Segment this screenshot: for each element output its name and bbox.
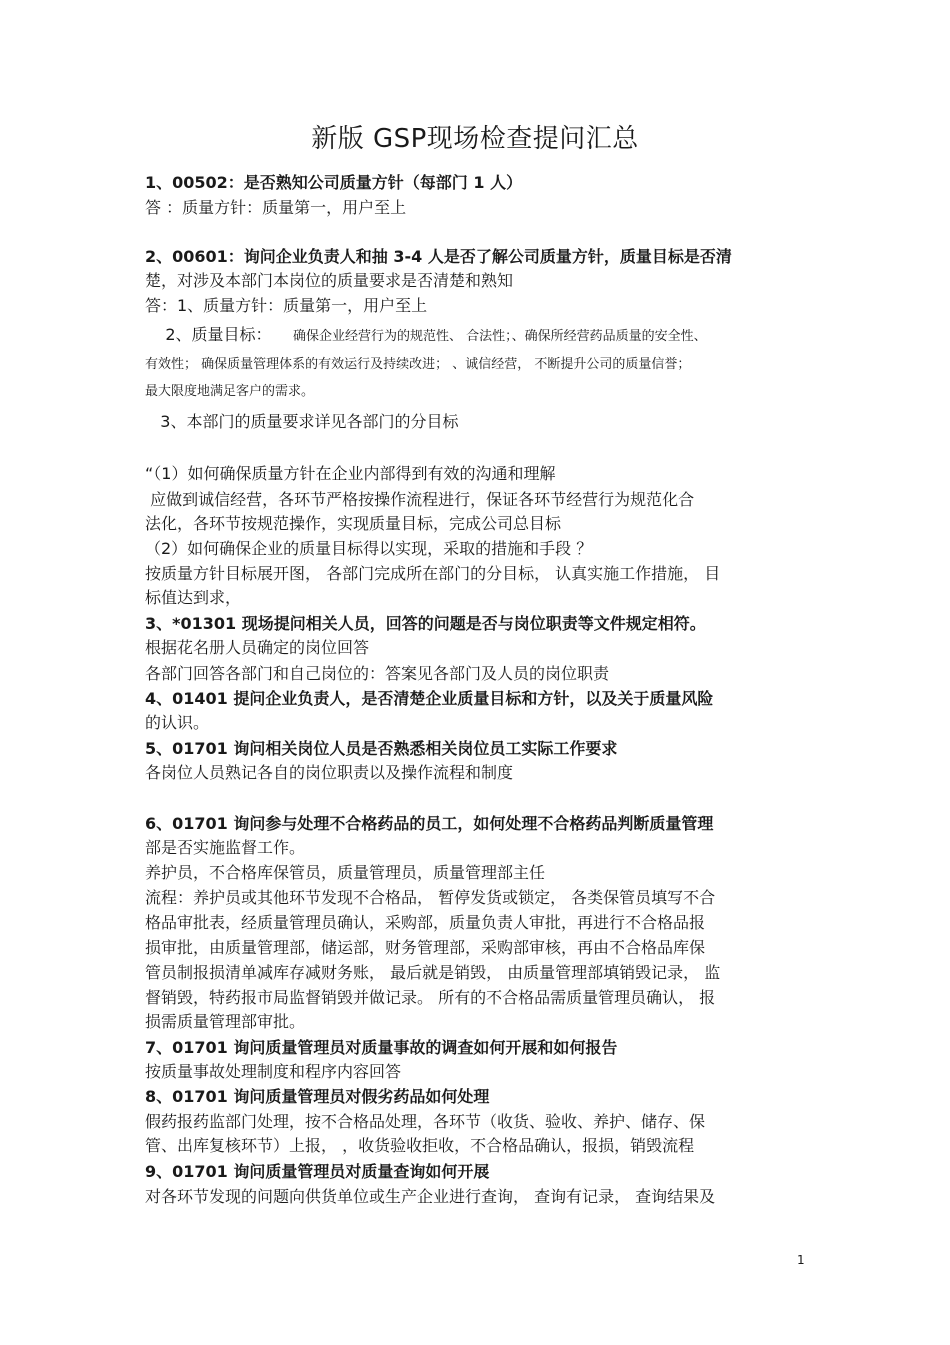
text-line: 管员制报损清单减库存减财务账， 最后就是销毁， 由质量管理部填销毁记录， 监 (145, 963, 721, 982)
text-line: 的认识。 (145, 713, 210, 732)
text-line: 楚，对涉及本部门本岗位的质量要求是否清楚和熟知 (145, 271, 514, 290)
text-line: 应做到诚信经营，各环节严格按操作流程进行，保证各环节经营行为规范化合 (145, 490, 695, 509)
text-line: 法化，各环节按规范操作，实现质量目标，完成公司总目标 (145, 514, 562, 533)
text-line: 各岗位人员熟记各自的岗位职责以及操作流程和制度 (145, 763, 514, 782)
text-line: 2、00601：询问企业负责人和抽 3-4 人是否了解公司质量方针，质量目标是否清 (145, 247, 732, 266)
text-line: 4、01401 提问企业负责人，是否清楚企业质量目标和方针，以及关于质量风险 (145, 689, 714, 708)
text-line: 3、本部门的质量要求详见各部门的分目标 (145, 412, 459, 431)
text-line: 根据花名册人员确定的岗位回答 (145, 638, 370, 657)
page-number: 1 (797, 1253, 805, 1267)
text-line: 损审批，由质量管理部，储运部，财务管理部，采购部审核，再由不合格品库保 (145, 938, 706, 957)
text-line: 2、质量目标： (145, 325, 272, 344)
text-line: 格品审批表，经质量管理员确认，采购部，质量负责人审批，再进行不合格品报 (145, 913, 706, 932)
text-line: “（1）如何确保质量方针在企业内部得到有效的沟通和理解 (145, 464, 556, 483)
text-line: 督销毁，特药报市局监督销毁并做记录。 所有的不合格品需质量管理员确认， 报 (145, 988, 716, 1007)
text-line: 7、01701 询问质量管理员对质量事故的调查如何开展和如何报告 (145, 1038, 618, 1057)
text-line: 标值达到求， (145, 588, 242, 607)
text-line: 6、01701 询问参与处理不合格药品的员工，如何处理不合格药品判断质量管理 (145, 814, 714, 833)
text-line: 各部门回答各部门和自己岗位的：答案见各部门及人员的岗位职责 (145, 664, 610, 683)
text-line: 有效性； 确保质量管理体系的有效运行及持续改进； 、诚信经营， 不断提升公司的质量信誉； (145, 357, 691, 372)
text-line: 假药报药监部门处理，按不合格品处理，各环节（收货、验收、养护、储存、保 (145, 1112, 706, 1131)
text-line: 答：1、质量方针：质量第一，用户至上 (145, 296, 428, 315)
text-line: 最大限度地满足客户的需求。 (145, 384, 315, 399)
text-line: 按质量事故处理制度和程序内容回答 (145, 1062, 402, 1081)
text-line: 答 ：质量方针：质量第一，用户至上 (145, 198, 407, 217)
text-line: 5、01701 询问相关岗位人员是否熟悉相关岗位员工实际工作要求 (145, 739, 618, 758)
text-line: （2）如何确保企业的质量目标得以实现，采取的措施和手段 ？ (145, 539, 593, 558)
page-title: 新版 GSP现场检查提问汇总 (311, 124, 639, 154)
text-line: 按质量方针目标展开图， 各部门完成所在部门的分目标， 认真实施工作措施， 目 (145, 564, 721, 583)
text-line: 确保企业经营行为的规范性、 合法性；、确保所经营药品质量的安全性、 (293, 329, 707, 344)
text-line: 养护员，不合格库保管员，质量管理员，质量管理部主任 (145, 863, 546, 882)
text-line: 损需质量管理部审批。 (145, 1012, 306, 1031)
text-line: 9、01701 询问质量管理员对质量查询如何开展 (145, 1162, 490, 1181)
text-line: 流程：养护员或其他环节发现不合格品， 暂停发货或锁定， 各类保管员填写不合 (145, 888, 716, 907)
text-line: 1、00502：是否熟知公司质量方针（每部门 1 人） (145, 173, 523, 192)
text-line: 3、*01301 现场提问相关人员，回答的问题是否与岗位职责等文件规定相符。 (145, 614, 706, 633)
text-line: 8、01701 询问质量管理员对假劣药品如何处理 (145, 1087, 490, 1106)
text-line: 对各环节发现的问题向供货单位或生产企业进行查询， 查询有记录， 查询结果及 (145, 1187, 716, 1206)
text-line: 部是否实施监督工作。 (145, 838, 306, 857)
text-line: 管、出库复核环节）上报， ，收货验收拒收，不合格品确认，报损，销毁流程 (145, 1136, 695, 1155)
